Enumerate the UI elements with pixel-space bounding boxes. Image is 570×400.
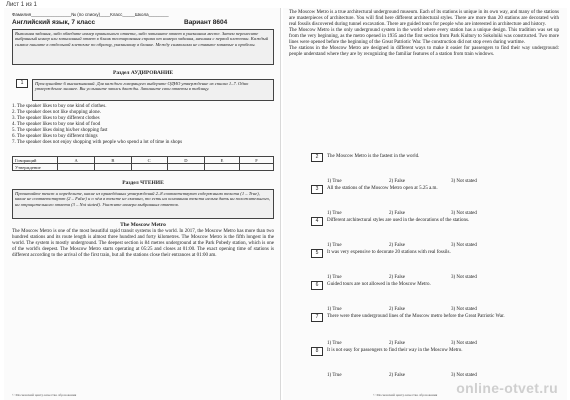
question-6-number: 6 xyxy=(311,281,323,290)
task-1-number: 1 xyxy=(16,79,28,88)
option-false[interactable]: 2) False xyxy=(389,179,405,184)
text-paragraph: The stations in the Moscow Metro are designed in different ways to make it easier for passengers to find their way underground: people understand where they are by recognizing the familiar features of a station from train windows. xyxy=(289,46,559,57)
option-not-stated[interactable]: 3) Not stated xyxy=(451,341,477,346)
reading-section-title: Раздел ЧТЕНИЕ xyxy=(122,180,164,186)
option-not-stated[interactable]: 3) Not stated xyxy=(451,275,477,280)
statement-item: 6. The speaker likes to buy different things xyxy=(12,134,98,139)
question-2-text: The Moscow Metro is the fastest in the world. xyxy=(327,154,420,159)
option-false[interactable]: 2) False xyxy=(389,211,405,216)
statement-item: 1. The speaker likes to buy one kind of clothes. xyxy=(12,104,107,109)
reading-instructions: Прочитайте текст и определите, какие из приведённых утверждений 2–8 соответствуют содержанию текста (1 – True), какие не соответствуют (2 – False) и о чём в тексте не сказано, то есть на основании текста нельзя дать ни положительного, ни отрицательного ответа (3 – Not stated). Укажите номера выбранных ответов. xyxy=(12,189,274,219)
question-6-options xyxy=(327,297,513,315)
answer-cell[interactable] xyxy=(205,164,240,171)
variant-number: Вариант 8604 xyxy=(184,19,228,26)
answer-cell[interactable] xyxy=(95,164,131,171)
question-4-options xyxy=(327,233,513,251)
question-5-options xyxy=(327,265,513,283)
question-4-text: Different architectural styles are used in the decorations of the stations. xyxy=(327,218,470,223)
option-true[interactable]: 1) True xyxy=(327,179,342,184)
question-8-number: 8 xyxy=(311,347,323,356)
answer-cell[interactable] xyxy=(240,164,274,171)
listening-section-title: Раздел АУДИРОВАНИЕ xyxy=(112,70,174,76)
question-8-options xyxy=(327,363,513,381)
option-true[interactable]: 1) True xyxy=(327,211,342,216)
right-footer: © Московский центр качества образования xyxy=(373,393,438,397)
table-speaker-cell: E xyxy=(205,157,240,164)
option-not-stated[interactable]: 3) Not stated xyxy=(451,243,477,248)
task-1-instructions: Прослушайте 6 высказываний. Для каждого говорящего выберите ОДНО утверждение из списка 1–7. Одно утверждение лишнее. Вы услышите запись дважды. Запишите свои ответы в таблицу. xyxy=(32,79,274,101)
question-7-options xyxy=(327,331,513,349)
left-page xyxy=(4,8,281,400)
subject-title: Английский язык, 7 класс xyxy=(12,19,96,26)
option-false[interactable]: 2) False xyxy=(389,373,405,378)
table-speaker-cell: B xyxy=(95,157,131,164)
question-2-options xyxy=(327,169,513,187)
right-page xyxy=(283,8,567,400)
statement-item: 5. The speaker likes doing his/her shopping fast xyxy=(12,128,108,133)
option-not-stated[interactable]: 3) Not stated xyxy=(451,179,477,184)
table-speaker-cell: F xyxy=(240,157,274,164)
left-footer: © Московский центр качества образования xyxy=(12,393,77,397)
option-true[interactable]: 1) True xyxy=(327,275,342,280)
option-true[interactable]: 1) True xyxy=(327,243,342,248)
statement-item: 4. The speaker likes to buy one kind of food xyxy=(12,122,101,127)
student-header-line: Фамилия________________№ (по списку)____Класс_____Школа________ xyxy=(12,12,169,17)
question-3-text: All the stations of the Moscow Metro open at 5.25 a.m. xyxy=(327,186,438,191)
question-5-text: It was very expensive to decorate 20 stations with real fossils. xyxy=(327,250,451,255)
question-2-number: 2 xyxy=(311,153,323,162)
site-watermark: online-otvet.ru xyxy=(456,380,558,396)
table-speaker-cell: D xyxy=(167,157,204,164)
question-3-options xyxy=(327,201,513,219)
statement-item: 3. The speaker likes to buy different clothes xyxy=(12,116,100,121)
question-7-text: There were three underground lines of the Moscow metro before the Great Patriotic War. xyxy=(327,314,505,319)
table-label-statement: Утверждение xyxy=(13,164,58,171)
answer-cell[interactable] xyxy=(58,164,95,171)
answer-table xyxy=(12,156,274,171)
option-false[interactable]: 2) False xyxy=(389,275,405,280)
question-8-text: It is not easy for passengers to find their way in the Moscow Metro. xyxy=(327,348,463,353)
option-false[interactable]: 2) False xyxy=(389,341,405,346)
option-true[interactable]: 1) True xyxy=(327,373,342,378)
statement-item: 7. The speaker does not enjoy shopping with people who spend a lot of time in shops xyxy=(12,140,183,145)
sheet-label: Лист 1 из 1 xyxy=(6,2,37,8)
option-not-stated[interactable]: 3) Not stated xyxy=(451,373,477,378)
question-4-number: 4 xyxy=(311,217,323,226)
text-paragraph: The Moscow Metro is a true architectural underground museum. Each of its stations is unique in its own way, and many of the stations are masterpieces of architecture. You will find here different architectural styles. There are more than 20 stations are decorated with real fossils discovered during tunnel excavation. There are guided tours for people who are interested in architecture and history. xyxy=(289,10,559,27)
answer-cell[interactable] xyxy=(131,164,167,171)
question-7-number: 7 xyxy=(311,313,323,322)
text-paragraph: The Moscow Metro is the only underground system in the world where every station has a unique design. This tradition was set up from the very beginning, as the metro opened in 1935 and the first section from Park Kultury to Sokolniki was constructed. Two more lines were opened before the beginning of the Great Patriotic War. The construction did not stop even during wartime. xyxy=(289,28,559,45)
option-not-stated[interactable]: 3) Not stated xyxy=(451,307,477,312)
option-false[interactable]: 2) False xyxy=(389,243,405,248)
general-instructions: Выполняя задания, либо обведите номер правильного ответа, либо запишите ответ в указанном месте. Затем перенесите выбранный номер или записанный ответ в бланк тестирования справа от номера задания, начиная с первой клеточки. Каждый символ пишите в отдельной клеточке по образцу, указанному в бланке. Между символами не ставьте запятые и пробелы. xyxy=(12,29,274,65)
option-true[interactable]: 1) True xyxy=(327,307,342,312)
statements-list xyxy=(12,104,274,146)
text-title: The Moscow Metro xyxy=(120,222,166,228)
table-speaker-cell: A xyxy=(58,157,95,164)
option-not-stated[interactable]: 3) Not stated xyxy=(451,211,477,216)
text-body: The Moscow Metro is one of the most beautiful rapid transit systems in the world. In 2017, the Moscow Metro has more than two hundred stations and its route length is almost three hundred and forty kilometres. The Moscow Metro is the fifth longest in the world. The system is mostly underground. The deepest section is 84 metres underground at the Park Pobedy station, which is one of the world's deepest. The Moscow Metro starts operating at 05:25 and closes at 01:00. The exact opening time of stations is different according to the arrival of the first train, but all the stations close their entrances at 01:00 am. xyxy=(12,229,274,258)
option-false[interactable]: 2) False xyxy=(389,307,405,312)
question-5-number: 5 xyxy=(311,249,323,258)
table-label-speaker: Говорящий xyxy=(13,157,58,164)
question-6-text: Guided tours are not allowed in the Moscow Metro. xyxy=(327,282,431,287)
answer-cell[interactable] xyxy=(167,164,204,171)
option-true[interactable]: 1) True xyxy=(327,341,342,346)
question-3-number: 3 xyxy=(311,185,323,194)
table-speaker-cell: C xyxy=(131,157,167,164)
text-continuation xyxy=(289,10,559,58)
statement-item: 2. The speaker does not like shopping alone. xyxy=(12,110,101,115)
